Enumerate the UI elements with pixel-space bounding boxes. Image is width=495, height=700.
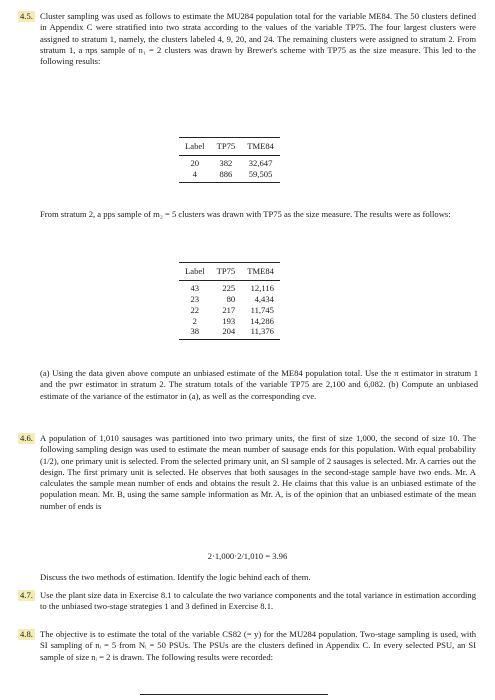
- table-row: [179, 169, 280, 182]
- exercise-number: 4.5.: [20, 11, 33, 21]
- table-row: [179, 281, 280, 294]
- table-cell: 12,116: [250, 283, 274, 294]
- exercise-question: (a) Using the data given above compute an unbiased estimate of the ME84 population total. Use the π estimator in stratum 1 and the pwr estimator in stratum 2. The stratum totals of the variable TP75 are 2,100 and 6,082. (b) Compute an unbiased estimate of the variance of the estimator in (a), as well as the corresponding cve.: [40, 368, 478, 401]
- paragraph-stratum-2: From stratum 2, a pps sample of m₂ = 5 clusters was drawn with TP75 as the size measure. The results were as follows:: [40, 209, 451, 219]
- exercise-text: A population of 1,010 sausages was partitioned into two primary units, the first of size 1,000, the second of size 10. The following sampling design was used to estimate the mean number of sausage ends for this population. With equal probability (1/2), one primary unit is selected. From the selected primary unit, an SI sample of 2 sausages is selected. Mr. A carries out the design. The first primary unit is selected. He observes that both sausages in the second-stage sample have two ends. Mr. A calculates the sample mean number of ends and obtains the result 2. He claims that this value is an unbiased estimate of the population mean. Mr. B, using the same sample information as Mr. A, is of the opinion that an unbiased estimate of the mean number of ends is: [40, 433, 476, 511]
- table-cell: 80: [226, 294, 236, 305]
- table-cell: 14,286: [250, 315, 274, 326]
- exercise-4-6: [18, 433, 478, 512]
- table-row: [179, 294, 280, 305]
- exercise-text: Use the plant size data in Exercise 8.1 to calculate the two variance components and the total variance in estimation according to the unbiased two-stage strategies 1 and 3 defined in Exercise 8.1.: [40, 590, 476, 612]
- exercise-followup: Discuss the two methods of estimation. Identify the logic behind each of them.: [40, 572, 311, 582]
- table-cell: 382: [219, 158, 233, 169]
- exercise-text: Cluster sampling was used as follows to estimate the MU284 population total for the variable ME84. The 50 clusters defined in Appendix C were stratified into two strata according to the values of the variable TP75. The four largest clusters were assigned to stratum 1, namely, the clusters labeled 4, 9, 20, and 24. The remaining clusters were assigned to stratum 2. From stratum 1, a πps sample of n₁ = 2 clusters was drawn by Brewer's scheme with TP75 as the size measure. This led to the following results:: [40, 11, 476, 67]
- exercise-4-7: [18, 590, 478, 613]
- table-cell: 4: [192, 169, 197, 180]
- exercise-number: 4.8.: [20, 629, 33, 639]
- column-header: TME84: [241, 138, 280, 156]
- table-cell: 225: [222, 283, 236, 294]
- table-cell: 22: [190, 304, 200, 315]
- table-cell: 2: [192, 315, 197, 326]
- exercise-4-8: [18, 629, 478, 663]
- table-cell: 4,434: [254, 294, 274, 305]
- table-cell: 193: [222, 315, 236, 326]
- column-header: TP75: [211, 138, 242, 156]
- table-cell: 59,505: [248, 169, 273, 180]
- table-cell: 23: [190, 294, 200, 305]
- table-row: [179, 326, 280, 339]
- table-top-rule: [140, 694, 328, 695]
- exercise-number: 4.7.: [20, 590, 33, 600]
- table-row: [179, 316, 280, 327]
- results-table-stratum-1: [179, 137, 280, 183]
- column-header: Label: [179, 263, 211, 281]
- exercise-4-5: [18, 11, 478, 67]
- table-cell: 217: [222, 304, 236, 315]
- table-cell: 32,647: [248, 158, 273, 169]
- column-header: Label: [179, 138, 211, 156]
- table-cell: 11,745: [250, 304, 274, 315]
- table-row: [179, 156, 280, 169]
- equation: 2·1,000·2/1,010 = 3.96: [207, 551, 288, 561]
- exercise-text: The objective is to estimate the total of the variable CS82 (= y) for the MU284 population. Two-stage sampling is used, with SI sampling of nᵢ = 5 from Nᵢ = 50 PSUs. The PSUs are the clusters defined in Appendix C. In every selected PSU, an SI sample of size nᵢ = 2 is drawn. The following results were recorded:: [40, 629, 476, 662]
- column-header: TP75: [211, 263, 242, 281]
- table-cell: 11,376: [250, 326, 274, 337]
- column-header: TME84: [241, 263, 280, 281]
- table-cell: 886: [219, 169, 233, 180]
- table-row: [179, 305, 280, 316]
- table-cell: 38: [190, 326, 200, 337]
- results-table-stratum-2: [179, 262, 280, 340]
- table-cell: 204: [222, 326, 236, 337]
- table-cell: 20: [190, 158, 200, 169]
- exercise-number: 4.6.: [20, 433, 33, 443]
- table-cell: 43: [190, 283, 200, 294]
